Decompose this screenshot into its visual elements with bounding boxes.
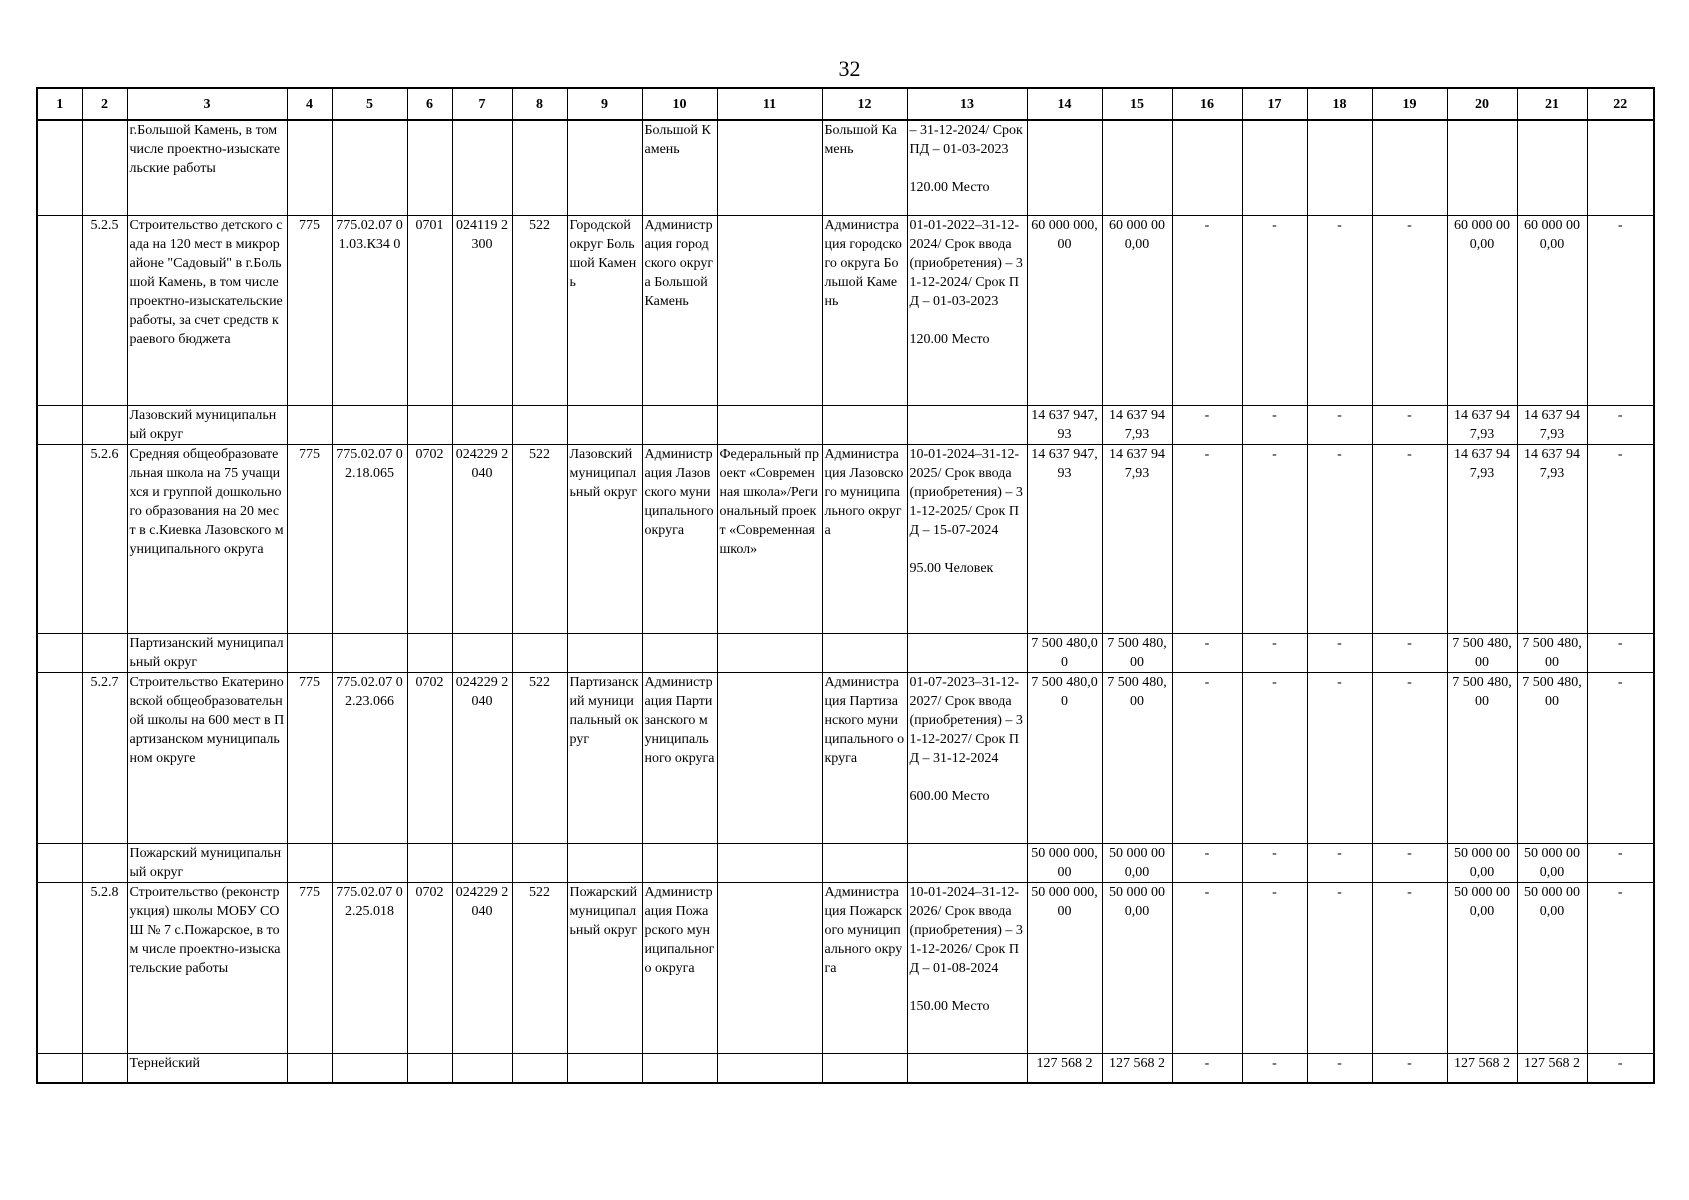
- table-row: [37, 672, 1654, 843]
- table-cell-col-20: [1447, 120, 1517, 215]
- table-cell-col-6: 0702: [407, 672, 452, 843]
- table-cell-col-9: [567, 633, 642, 672]
- table-cell-col-9: Партизанский муниципальный округ: [567, 672, 642, 843]
- column-header-17: 17: [1242, 88, 1307, 120]
- column-header-4: 4: [287, 88, 332, 120]
- table-row: [37, 882, 1654, 1053]
- table-cell-col-9: [567, 405, 642, 444]
- table-cell-col-21: 7 500 480,00: [1517, 672, 1587, 843]
- table-cell-col-12: Администрация городского округа Большой Камень: [822, 215, 907, 405]
- table-cell-col-3: Строительство (реконструкция) школы МОБУ СОШ № 7 с.Пожарское, в том числе проектно-изыскательские работы: [127, 882, 287, 1053]
- table-cell-col-3: Пожарский муниципальный округ: [127, 843, 287, 882]
- table-cell-col-14: 14 637 947,93: [1027, 444, 1102, 633]
- table-cell-col-8: 522: [512, 882, 567, 1053]
- table-cell-col-6: 0702: [407, 444, 452, 633]
- table-cell-col-20: 7 500 480,00: [1447, 672, 1517, 843]
- table-cell-col-14: 50 000 000,00: [1027, 882, 1102, 1053]
- table-cell-col-6: [407, 405, 452, 444]
- table-cell-col-16: -: [1172, 633, 1242, 672]
- table-cell-col-7: 024229 2040: [452, 672, 512, 843]
- table-cell-col-18: -: [1307, 1053, 1372, 1083]
- table-cell-col-4: [287, 120, 332, 215]
- table-row: [37, 405, 1654, 444]
- table-cell-col-2: 5.2.6: [82, 444, 127, 633]
- table-cell-col-7: [452, 1053, 512, 1083]
- table-cell-col-22: -: [1587, 672, 1654, 843]
- table-cell-col-8: [512, 405, 567, 444]
- table-cell-col-5: 775.02.07 01.03.К34 0: [332, 215, 407, 405]
- column-header-12: 12: [822, 88, 907, 120]
- column-header-9: 9: [567, 88, 642, 120]
- column-header-8: 8: [512, 88, 567, 120]
- table-cell-col-14: 14 637 947,93: [1027, 405, 1102, 444]
- table-cell-col-20: 60 000 000,00: [1447, 215, 1517, 405]
- table-cell-col-5: [332, 1053, 407, 1083]
- table-cell-col-13: [907, 843, 1027, 882]
- table-cell-col-16: -: [1172, 444, 1242, 633]
- table-cell-col-8: [512, 843, 567, 882]
- table-cell-col-15: 7 500 480,00: [1102, 672, 1172, 843]
- table-cell-col-17: -: [1242, 405, 1307, 444]
- table-cell-col-21: 7 500 480,00: [1517, 633, 1587, 672]
- table-cell-col-4: 775: [287, 672, 332, 843]
- table-cell-col-16: [1172, 120, 1242, 215]
- table-cell-col-16: -: [1172, 405, 1242, 444]
- table-row: [37, 633, 1654, 672]
- table-cell-col-16: -: [1172, 843, 1242, 882]
- table-cell-col-6: [407, 633, 452, 672]
- table-cell-col-18: -: [1307, 843, 1372, 882]
- table-cell-col-6: [407, 843, 452, 882]
- table-cell-col-17: -: [1242, 633, 1307, 672]
- table-cell-col-15: 14 637 947,93: [1102, 444, 1172, 633]
- table-cell-col-17: -: [1242, 444, 1307, 633]
- table-cell-col-17: -: [1242, 672, 1307, 843]
- table-cell-col-22: -: [1587, 215, 1654, 405]
- table-cell-col-9: Лазовский муниципальный округ: [567, 444, 642, 633]
- table-cell-col-2: 5.2.7: [82, 672, 127, 843]
- table-cell-col-5: [332, 843, 407, 882]
- column-number-row: [37, 88, 1654, 120]
- table-cell-col-5: [332, 633, 407, 672]
- table-cell-col-17: -: [1242, 215, 1307, 405]
- table-cell-col-11: [717, 1053, 822, 1083]
- table-cell-col-19: -: [1372, 882, 1447, 1053]
- table-cell-col-1: [37, 405, 82, 444]
- table-cell-col-10: [642, 843, 717, 882]
- table-cell-col-11: [717, 633, 822, 672]
- table-cell-col-8: [512, 120, 567, 215]
- table-cell-col-18: -: [1307, 672, 1372, 843]
- table-cell-col-12: [822, 1053, 907, 1083]
- table-cell-col-13: [907, 1053, 1027, 1083]
- table-cell-col-2: [82, 843, 127, 882]
- table-cell-col-22: -: [1587, 882, 1654, 1053]
- table-cell-col-3: Тернейский: [127, 1053, 287, 1083]
- table-cell-col-4: [287, 405, 332, 444]
- table-cell-col-19: -: [1372, 672, 1447, 843]
- table-cell-col-9: [567, 1053, 642, 1083]
- table-cell-col-8: [512, 633, 567, 672]
- table-cell-col-14: 60 000 000,00: [1027, 215, 1102, 405]
- table-cell-col-15: 7 500 480,00: [1102, 633, 1172, 672]
- table-cell-col-15: 60 000 000,00: [1102, 215, 1172, 405]
- column-header-7: 7: [452, 88, 512, 120]
- table-cell-col-9: Городской округ Большой Камень: [567, 215, 642, 405]
- table-cell-col-22: -: [1587, 1053, 1654, 1083]
- table-cell-col-17: -: [1242, 1053, 1307, 1083]
- table-cell-col-13: 10-01-2024–31-12-2026/ Срок ввода (приобретения) – 31-12-2026/ Срок ПД – 01-08-2024 150.00 Место: [907, 882, 1027, 1053]
- table-cell-col-15: [1102, 120, 1172, 215]
- table-cell-col-4: 775: [287, 215, 332, 405]
- table-cell-col-22: -: [1587, 633, 1654, 672]
- table-cell-col-1: [37, 120, 82, 215]
- table-cell-col-19: -: [1372, 215, 1447, 405]
- column-header-15: 15: [1102, 88, 1172, 120]
- table-cell-col-1: [37, 633, 82, 672]
- column-header-6: 6: [407, 88, 452, 120]
- table-cell-col-18: -: [1307, 633, 1372, 672]
- table-cell-col-3: Строительство детского сада на 120 мест в микрорайоне "Садовый" в г.Большой Камень, в том числе проектно-изыскательские работы, за счет средств краевого бюджета: [127, 215, 287, 405]
- table-cell-col-15: 14 637 947,93: [1102, 405, 1172, 444]
- table-cell-col-2: 5.2.5: [82, 215, 127, 405]
- table-cell-col-4: [287, 1053, 332, 1083]
- table-cell-col-2: [82, 405, 127, 444]
- table-cell-col-5: 775.02.07 02.23.066: [332, 672, 407, 843]
- column-header-11: 11: [717, 88, 822, 120]
- table-cell-col-10: [642, 405, 717, 444]
- table-cell-col-2: 5.2.8: [82, 882, 127, 1053]
- table-cell-col-15: 50 000 000,00: [1102, 843, 1172, 882]
- table-cell-col-13: 01-07-2023–31-12-2027/ Срок ввода (приобретения) – 31-12-2027/ Срок ПД – 31-12-2024 600.00 Место: [907, 672, 1027, 843]
- table-cell-col-10: [642, 1053, 717, 1083]
- table-cell-col-6: 0701: [407, 215, 452, 405]
- table-cell-col-14: 7 500 480,00: [1027, 672, 1102, 843]
- table-cell-col-7: 024229 2040: [452, 882, 512, 1053]
- table-cell-col-5: [332, 405, 407, 444]
- column-header-10: 10: [642, 88, 717, 120]
- table-cell-col-12: Администрация Пожарского муниципального округа: [822, 882, 907, 1053]
- table-cell-col-7: 024229 2040: [452, 444, 512, 633]
- column-header-1: 1: [37, 88, 82, 120]
- table-cell-col-1: [37, 672, 82, 843]
- table-cell-col-12: Большой Камень: [822, 120, 907, 215]
- table-cell-col-13: [907, 633, 1027, 672]
- table-cell-col-3: г.Большой Камень, в том числе проектно-изыскательские работы: [127, 120, 287, 215]
- table-cell-col-16: -: [1172, 882, 1242, 1053]
- table-cell-col-17: -: [1242, 843, 1307, 882]
- table-cell-col-19: -: [1372, 633, 1447, 672]
- table-cell-col-14: 7 500 480,00: [1027, 633, 1102, 672]
- column-header-3: 3: [127, 88, 287, 120]
- table-cell-col-18: -: [1307, 444, 1372, 633]
- table-cell-col-11: [717, 672, 822, 843]
- column-header-16: 16: [1172, 88, 1242, 120]
- table-cell-col-8: 522: [512, 444, 567, 633]
- table-cell-col-15: 50 000 000,00: [1102, 882, 1172, 1053]
- table-cell-col-8: 522: [512, 672, 567, 843]
- table-cell-col-1: [37, 444, 82, 633]
- table-cell-col-5: [332, 120, 407, 215]
- column-header-5: 5: [332, 88, 407, 120]
- table-cell-col-3: Строительство Екатериновской общеобразовательной школы на 600 мест в Партизанском муниципальном округе: [127, 672, 287, 843]
- table-cell-col-2: [82, 120, 127, 215]
- table-cell-col-12: [822, 405, 907, 444]
- table-cell-col-19: [1372, 120, 1447, 215]
- page-number: 32: [838, 56, 861, 81]
- table-cell-col-10: Администрация Пожарского муниципального округа: [642, 882, 717, 1053]
- table-cell-col-1: [37, 215, 82, 405]
- table-cell-col-12: Администрация Лазовского муниципального округа: [822, 444, 907, 633]
- table-cell-col-21: [1517, 120, 1587, 215]
- budget-table: [36, 87, 1655, 1084]
- table-cell-col-9: [567, 843, 642, 882]
- table-cell-col-18: -: [1307, 882, 1372, 1053]
- column-header-21: 21: [1517, 88, 1587, 120]
- table-cell-col-21: 50 000 000,00: [1517, 882, 1587, 1053]
- table-cell-col-13: 10-01-2024–31-12-2025/ Срок ввода (приобретения) – 31-12-2025/ Срок ПД – 15-07-2024 95.00 Человек: [907, 444, 1027, 633]
- table-cell-col-6: 0702: [407, 882, 452, 1053]
- table-cell-col-21: 60 000 000,00: [1517, 215, 1587, 405]
- table-cell-col-11: [717, 215, 822, 405]
- table-cell-col-7: [452, 633, 512, 672]
- table-cell-col-17: -: [1242, 882, 1307, 1053]
- table-cell-col-10: Большой Камень: [642, 120, 717, 215]
- table-cell-col-20: 50 000 000,00: [1447, 882, 1517, 1053]
- table-cell-col-20: 127 568 2: [1447, 1053, 1517, 1083]
- table-cell-col-4: 775: [287, 444, 332, 633]
- table-row: [37, 444, 1654, 633]
- table-cell-col-12: Администрация Партизанского муниципального округа: [822, 672, 907, 843]
- table-cell-col-17: [1242, 120, 1307, 215]
- table-cell-col-3: Партизанский муниципальный округ: [127, 633, 287, 672]
- table-cell-col-21: 127 568 2: [1517, 1053, 1587, 1083]
- table-cell-col-22: -: [1587, 444, 1654, 633]
- table-cell-col-7: 024119 2300: [452, 215, 512, 405]
- table-cell-col-1: [37, 882, 82, 1053]
- table-cell-col-11: [717, 120, 822, 215]
- table-cell-col-12: [822, 633, 907, 672]
- table-cell-col-13: – 31-12-2024/ Срок ПД – 01-03-2023 120.00 Место: [907, 120, 1027, 215]
- table-cell-col-9: Пожарский муниципальный округ: [567, 882, 642, 1053]
- table-cell-col-7: [452, 120, 512, 215]
- table-cell-col-14: 127 568 2: [1027, 1053, 1102, 1083]
- table-cell-col-7: [452, 843, 512, 882]
- table-cell-col-1: [37, 843, 82, 882]
- column-header-14: 14: [1027, 88, 1102, 120]
- table-cell-col-15: 127 568 2: [1102, 1053, 1172, 1083]
- table-cell-col-1: [37, 1053, 82, 1083]
- table-cell-col-18: -: [1307, 215, 1372, 405]
- table-cell-col-4: [287, 633, 332, 672]
- table-cell-col-22: -: [1587, 843, 1654, 882]
- table-cell-col-18: [1307, 120, 1372, 215]
- column-header-13: 13: [907, 88, 1027, 120]
- table-cell-col-21: 14 637 947,93: [1517, 444, 1587, 633]
- table-cell-col-8: 522: [512, 215, 567, 405]
- column-header-2: 2: [82, 88, 127, 120]
- table-row: [37, 120, 1654, 215]
- table-cell-col-10: Администрация Партизанского муниципального округа: [642, 672, 717, 843]
- table-cell-col-19: -: [1372, 405, 1447, 444]
- table-cell-col-14: 50 000 000,00: [1027, 843, 1102, 882]
- table-row: [37, 1053, 1654, 1083]
- column-header-22: 22: [1587, 88, 1654, 120]
- column-header-19: 19: [1372, 88, 1447, 120]
- table-cell-col-11: [717, 882, 822, 1053]
- table-cell-col-19: -: [1372, 444, 1447, 633]
- table-cell-col-6: [407, 120, 452, 215]
- table-row: [37, 843, 1654, 882]
- table-cell-col-9: [567, 120, 642, 215]
- column-header-18: 18: [1307, 88, 1372, 120]
- table-cell-col-10: Администрация Лазовского муниципального округа: [642, 444, 717, 633]
- table-cell-col-10: [642, 633, 717, 672]
- table-cell-col-12: [822, 843, 907, 882]
- table-cell-col-21: 50 000 000,00: [1517, 843, 1587, 882]
- table-cell-col-5: 775.02.07 02.25.018: [332, 882, 407, 1053]
- table-cell-col-20: 7 500 480,00: [1447, 633, 1517, 672]
- table-cell-col-3: Средняя общеобразовательная школа на 75 учащихся и группой дошкольного образования на 20 мест в с.Киевка Лазовского муниципального округа: [127, 444, 287, 633]
- table-cell-col-20: 14 637 947,93: [1447, 444, 1517, 633]
- table-cell-col-22: -: [1587, 405, 1654, 444]
- table-cell-col-21: 14 637 947,93: [1517, 405, 1587, 444]
- table-cell-col-14: [1027, 120, 1102, 215]
- table-cell-col-22: [1587, 120, 1654, 215]
- table-cell-col-19: -: [1372, 843, 1447, 882]
- table-cell-col-8: [512, 1053, 567, 1083]
- table-cell-col-20: 50 000 000,00: [1447, 843, 1517, 882]
- table-cell-col-18: -: [1307, 405, 1372, 444]
- table-cell-col-7: [452, 405, 512, 444]
- table-cell-col-11: Федеральный проект «Современная школа»/Региональный проект «Современная школ»: [717, 444, 822, 633]
- table-cell-col-11: [717, 405, 822, 444]
- table-cell-col-20: 14 637 947,93: [1447, 405, 1517, 444]
- table-cell-col-5: 775.02.07 02.18.065: [332, 444, 407, 633]
- table-cell-col-16: -: [1172, 672, 1242, 843]
- table-cell-col-16: -: [1172, 215, 1242, 405]
- table-cell-col-4: 775: [287, 882, 332, 1053]
- table-cell-col-11: [717, 843, 822, 882]
- table-cell-col-13: [907, 405, 1027, 444]
- table-row: [37, 215, 1654, 405]
- table-cell-col-6: [407, 1053, 452, 1083]
- table-cell-col-13: 01-01-2022–31-12-2024/ Срок ввода (приобретения) – 31-12-2024/ Срок ПД – 01-03-2023 120.00 Место: [907, 215, 1027, 405]
- table-cell-col-10: Администрация городского округа Большой Камень: [642, 215, 717, 405]
- table-cell-col-4: [287, 843, 332, 882]
- column-header-20: 20: [1447, 88, 1517, 120]
- table-cell-col-2: [82, 1053, 127, 1083]
- table-cell-col-16: -: [1172, 1053, 1242, 1083]
- table-cell-col-19: -: [1372, 1053, 1447, 1083]
- table-cell-col-2: [82, 633, 127, 672]
- table-body: [37, 120, 1654, 1083]
- table-cell-col-3: Лазовский муниципальный округ: [127, 405, 287, 444]
